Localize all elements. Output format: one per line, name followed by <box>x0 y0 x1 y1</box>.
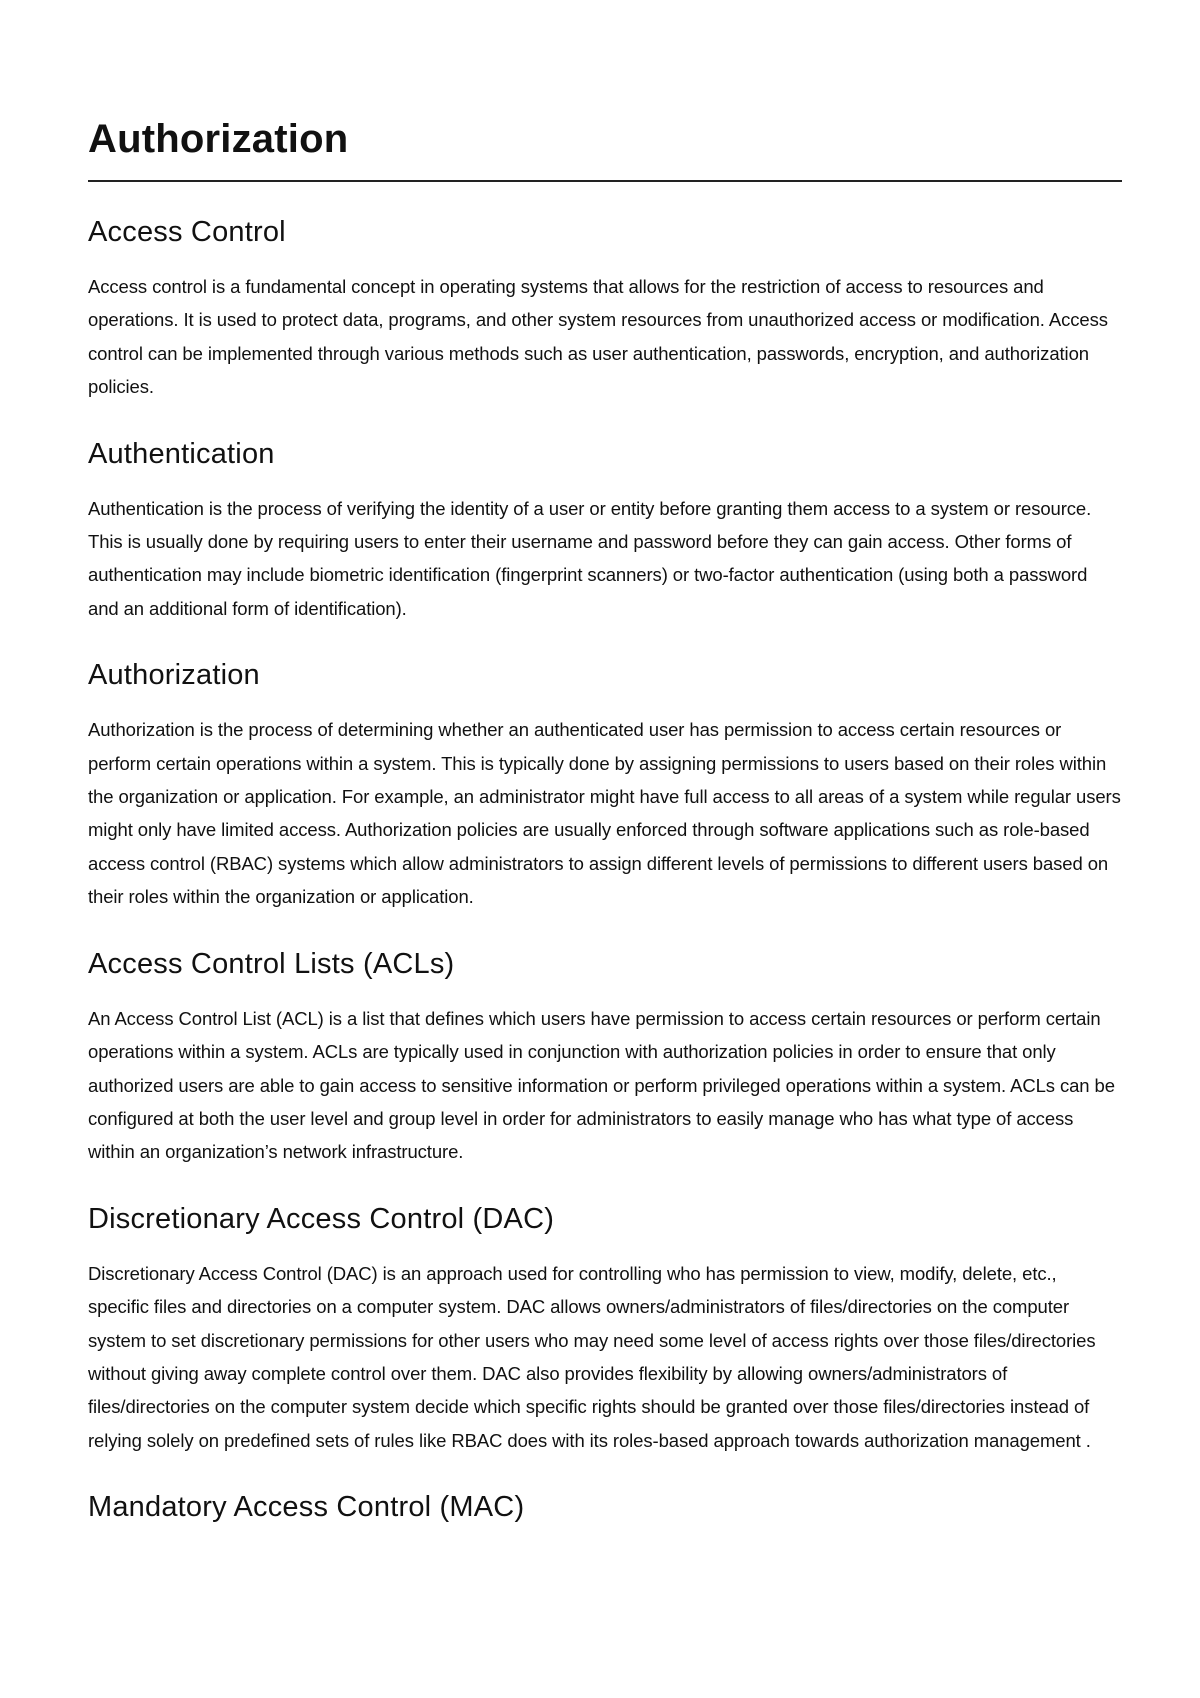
section-paragraph: Authorization is the process of determining whether an authenticated user has permission to access certain resources or perform certain operations within a system. This is typically done by assigning permissions to users based on their roles within the organization or application. For example, an administrator might have full access to all areas of a system while regular users might only have limited access. Authorization policies are usually enforced through software applications such as role-based access control (RBAC) systems which allow administrators to assign different levels of permissions to different users based on their roles within the organization or application. <box>88 719 1121 908</box>
section-paragraph: Access control is a fundamental concept in operating systems that allows for the restriction of access to resources and operations. It is used to protect data, programs, and other system resources from unauthorized access or modification. Access control can be implemented through various methods such as user authentication, passwords, encryption, and authorization policies. <box>88 276 1108 398</box>
section-authentication <box>88 434 1122 626</box>
section-heading: Authentication <box>88 437 275 470</box>
document-title: Authorization <box>88 117 349 161</box>
section-paragraph: Discretionary Access Control (DAC) is an approach used for controlling who has permission to view, modify, delete, etc., specific files and directories on a computer system. DAC allows owners/administrators of files/directories on the computer system to set discretionary permissions for other users who may need some level of access rights over those files/directories without giving away complete control over them. DAC also provides flexibility by allowing owners/administrators of files/directories on the computer system decide which specific rights should be granted over those files/directories instead of relying solely on predefined sets of rules like RBAC does with its roles-based approach towards authorization management . <box>88 1262 1096 1451</box>
section-heading: Mandatory Access Control (MAC) <box>88 1491 525 1524</box>
section-authorization <box>88 655 1122 913</box>
title-divider <box>88 180 1122 182</box>
section-paragraph: Authentication is the process of verifying the identity of a user or entity before granting them access to a system or resource. This is usually done by requiring users to enter their username and password before they can gain access. Other forms of authentication may include biometric identification (fingerprint scanners) or two-factor authentication (using both a password and an additional form of identification). <box>88 497 1092 619</box>
section-discretionary-access-control <box>88 1199 1122 1457</box>
section-heading: Access Control Lists (ACLs) <box>88 947 455 980</box>
section-heading: Access Control <box>88 216 286 248</box>
section-heading: Authorization <box>88 659 260 692</box>
section-paragraph: An Access Control List (ACL) is a list that defines which users have permission to access certain resources or perform certain operations within a system. ACLs are typically used in conjunction with authorization policies in order to ensure that only authorized users are able to gain access to sensitive information or perform privileged operations within a system. ACLs can be configured at both the user level and group level in order for administrators to easily manage who has what type of access within an organization’s network infrastructure. <box>88 1007 1115 1163</box>
section-heading: Discretionary Access Control (DAC) <box>88 1202 555 1235</box>
section-mandatory-access-control <box>88 1487 1122 1527</box>
section-access-control-lists <box>88 944 1122 1169</box>
section-access-control <box>88 212 1122 404</box>
document-page <box>88 112 1122 1527</box>
